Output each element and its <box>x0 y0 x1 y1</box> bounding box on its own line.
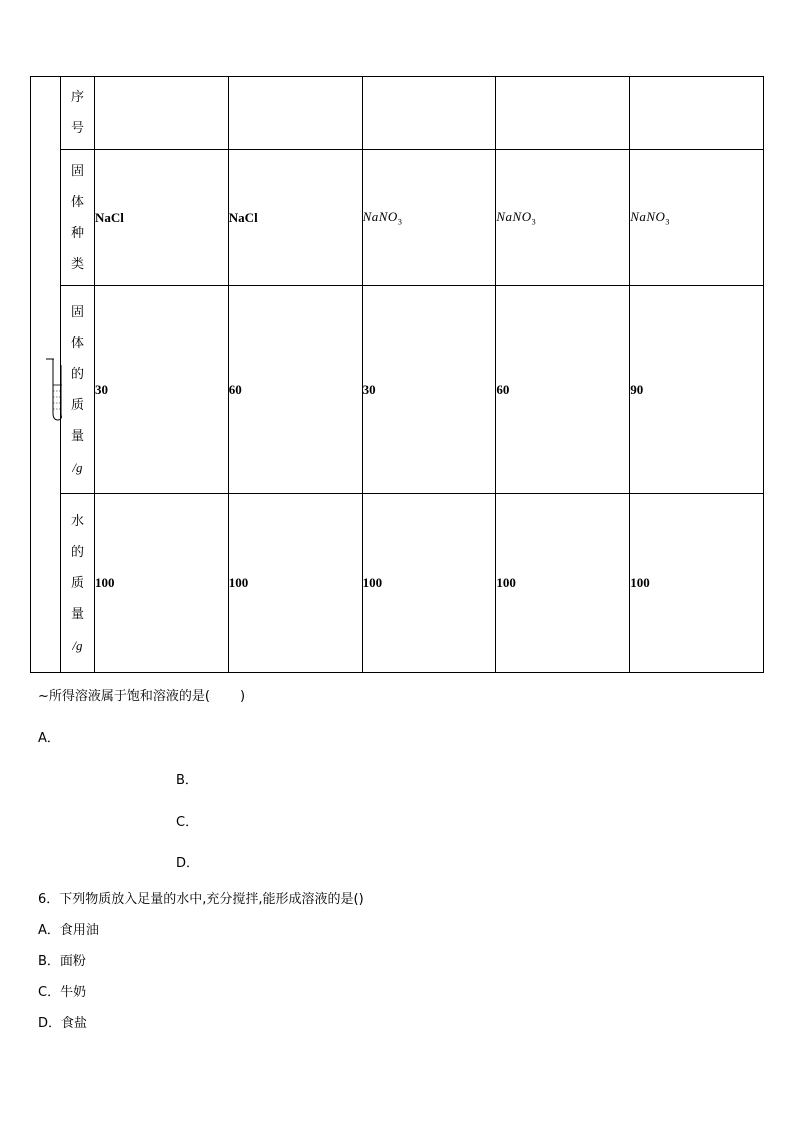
question-5-option-c: C． <box>176 815 199 830</box>
solid-mass-cell: 30 <box>362 286 496 494</box>
serial-cell <box>362 77 496 150</box>
row-label-solid-type: 固 体 种 类 <box>61 150 95 286</box>
question-5-option-d: D． <box>176 856 200 871</box>
water-mass-cell: 100 <box>496 494 630 673</box>
solid-type-cell: NaCl <box>228 150 362 286</box>
serial-cell <box>496 77 630 150</box>
experiment-table <box>30 76 764 673</box>
water-mass-cell: 100 <box>362 494 496 673</box>
row-label-water-mass: 水 的 质 量 /g <box>61 494 95 673</box>
serial-cell <box>228 77 362 150</box>
table-row-water-mass <box>31 494 764 673</box>
serial-cell <box>95 77 229 150</box>
solid-type-cell: NaNO$_3$ <box>362 150 496 286</box>
question-6-option-b: B．面粉 <box>38 954 86 969</box>
row-label-solid-mass: 固 体 的 质 量 /g <box>61 286 95 494</box>
question-6-option-c: C．牛奶 <box>38 985 87 1000</box>
question-6-stem: 6．下列物质放入足量的水中,充分搅拌,能形成溶液的是() <box>38 892 364 907</box>
solid-type-cell: NaCl <box>95 150 229 286</box>
test-tube-icon <box>44 357 62 423</box>
water-mass-cell: 100 <box>228 494 362 673</box>
question-6-option-a: A．食用油 <box>38 923 99 938</box>
table-row-solid-mass <box>31 286 764 494</box>
question-5-stem: ~所得溶液属于饱和溶液的是( ) <box>38 689 246 704</box>
solid-mass-cell: 30 <box>95 286 229 494</box>
water-mass-cell: 100 <box>630 494 764 673</box>
question-6-option-d: D．食盐 <box>38 1016 88 1031</box>
solid-mass-cell: 90 <box>630 286 764 494</box>
table-row-solid-type <box>31 150 764 286</box>
solid-mass-cell: 60 <box>496 286 630 494</box>
row-label-serial: 序 号 <box>61 77 95 150</box>
question-5-option-a: A． <box>38 731 60 746</box>
question-5-option-b: B． <box>176 773 198 788</box>
solid-type-cell: NaNO$_3$ <box>496 150 630 286</box>
solid-mass-cell: 60 <box>228 286 362 494</box>
apparatus-cell <box>31 77 61 673</box>
solid-type-cell: NaNO$_3$ <box>630 150 764 286</box>
serial-cell <box>630 77 764 150</box>
water-mass-cell: 100 <box>95 494 229 673</box>
table-row-serial <box>31 77 764 150</box>
